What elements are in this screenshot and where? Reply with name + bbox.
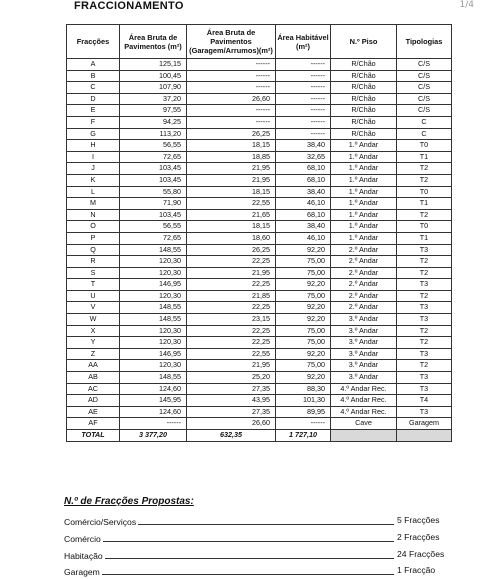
table-row [67,372,452,384]
table-row [67,348,452,360]
cell-tipologia: Garagem [397,418,452,430]
cell-tipologia: T4 [397,395,452,407]
table-row [67,244,452,256]
cell-fraccao: AB [67,372,120,384]
cell-piso: 3.º Andar [331,325,397,337]
cell-tipologia: T3 [397,372,452,384]
cell-area-habitavel: ------ [276,128,331,140]
cell-fraccao: G [67,128,120,140]
table-row [67,93,452,105]
cell-tipologia: T3 [397,348,452,360]
summary-row-habitacao [64,547,464,561]
cell-area-garagem: 21,95 [187,267,276,279]
cell-area-bruta: 100,45 [120,70,187,82]
cell-fraccao: T [67,279,120,291]
cell-fraccao: V [67,302,120,314]
cell-area-habitavel: 38,40 [276,186,331,198]
cell-area-garagem: 27,35 [187,383,276,395]
cell-area-habitavel: 92,20 [276,302,331,314]
summary-label: Habitação [64,551,103,561]
cell-fraccao: N [67,209,120,221]
cell-fraccao: C [67,82,120,94]
total-empty-cell [397,430,452,442]
cell-tipologia: T3 [397,302,452,314]
column-header-area-garagem: Área Bruta de Pavimentos (Garagem/Arrumos)(m²) [187,25,276,59]
cell-fraccao: X [67,325,120,337]
cell-area-garagem: ------ [187,105,276,117]
cell-piso: R/Chão [331,105,397,117]
cell-area-garagem: 22,25 [187,325,276,337]
table-row [67,418,452,430]
total-area-bruta: 3 377,20 [120,430,187,442]
leader-line [64,574,394,575]
cell-area-bruta: 103,45 [120,163,187,175]
cell-fraccao: D [67,93,120,105]
cell-piso: 3.º Andar [331,360,397,372]
cell-tipologia: T2 [397,325,452,337]
cell-fraccao: P [67,232,120,244]
column-header-area-bruta: Área Bruta de Pavimentos (m²) [120,25,187,59]
cell-piso: 1.º Andar [331,198,397,210]
cell-tipologia: T0 [397,140,452,152]
table-row [67,186,452,198]
table-header-row [67,25,452,59]
total-area-garagem: 632,35 [187,430,276,442]
summary-title: N.º de Fracções Propostas: [64,496,194,507]
cell-area-bruta: 146,95 [120,279,187,291]
cell-area-bruta: 56,55 [120,140,187,152]
cell-area-habitavel: ------ [276,82,331,94]
cell-area-garagem: 26,60 [187,418,276,430]
cell-area-habitavel: 38,40 [276,221,331,233]
summary-row-garagem [64,563,464,577]
cell-tipologia: T1 [397,151,452,163]
cell-area-bruta: 120,30 [120,290,187,302]
leader-line [64,558,394,559]
cell-fraccao: AC [67,383,120,395]
fraccionamento-table [66,24,452,442]
cell-fraccao: Q [67,244,120,256]
column-header-tipologias: Tipologias [397,25,452,59]
table-row [67,128,452,140]
table-row [67,116,452,128]
cell-piso: R/Chão [331,93,397,105]
table-total-row [67,430,452,442]
cell-piso: 2.º Andar [331,244,397,256]
cell-area-bruta: 125,15 [120,59,187,71]
cell-area-garagem: 22,55 [187,348,276,360]
cell-area-habitavel: 75,00 [276,267,331,279]
cell-fraccao: J [67,163,120,175]
cell-piso: 2.º Andar [331,256,397,268]
cell-area-bruta: 56,55 [120,221,187,233]
cell-area-habitavel: 46,10 [276,198,331,210]
cell-piso: 2.º Andar [331,290,397,302]
cell-fraccao: Z [67,348,120,360]
table-row [67,383,452,395]
cell-area-garagem: ------ [187,59,276,71]
cell-area-bruta: 94,25 [120,116,187,128]
cell-area-bruta: 113,20 [120,128,187,140]
cell-fraccao: F [67,116,120,128]
cell-area-bruta: 120,30 [120,256,187,268]
table-body [67,59,452,430]
cell-area-bruta: 148,55 [120,244,187,256]
cell-fraccao: I [67,151,120,163]
cell-area-habitavel: ------ [276,418,331,430]
cell-piso: R/Chão [331,70,397,82]
cell-piso: 1.º Andar [331,174,397,186]
table-row [67,59,452,71]
column-header-fraccoes: Fracções [67,25,120,59]
corner-handwritten-mark: 1/4 [459,0,474,10]
cell-area-habitavel: ------ [276,105,331,117]
cell-area-bruta: 148,55 [120,302,187,314]
cell-area-bruta: 71,90 [120,198,187,210]
cell-area-garagem: 27,35 [187,406,276,418]
cell-tipologia: T1 [397,232,452,244]
cell-area-bruta: 55,80 [120,186,187,198]
cell-area-habitavel: 92,20 [276,348,331,360]
cell-piso: 1.º Andar [331,151,397,163]
cell-area-bruta: 120,30 [120,360,187,372]
cell-tipologia: C/S [397,82,452,94]
cell-area-bruta: 148,55 [120,314,187,326]
cell-piso: 3.º Andar [331,314,397,326]
cell-piso: 1.º Andar [331,186,397,198]
cell-fraccao: L [67,186,120,198]
leader-line [64,541,394,542]
table-row [67,406,452,418]
cell-tipologia: T1 [397,198,452,210]
cell-area-bruta: 72,65 [120,151,187,163]
cell-area-garagem: 22,55 [187,198,276,210]
cell-area-habitavel: 46,10 [276,232,331,244]
cell-area-bruta: 103,45 [120,174,187,186]
table-row [67,360,452,372]
table-row [67,209,452,221]
cell-area-garagem: 22,25 [187,256,276,268]
cell-piso: R/Chão [331,116,397,128]
cell-tipologia: T3 [397,244,452,256]
summary-label: Comércio/Serviços [64,517,137,527]
cell-area-garagem: 21,65 [187,209,276,221]
table-row [67,82,452,94]
cell-area-garagem: 25,20 [187,372,276,384]
cell-fraccao: M [67,198,120,210]
cell-area-garagem: 18,15 [187,221,276,233]
total-area-habitavel: 1 727,10 [276,430,331,442]
cell-area-habitavel: 101,30 [276,395,331,407]
cell-piso: 3.º Andar [331,337,397,349]
cell-area-habitavel: 38,40 [276,140,331,152]
table-row [67,70,452,82]
cell-fraccao: U [67,290,120,302]
cell-tipologia: T2 [397,209,452,221]
cell-area-habitavel: 92,20 [276,372,331,384]
cell-area-garagem: 18,15 [187,140,276,152]
cell-fraccao: AE [67,406,120,418]
table-row [67,337,452,349]
cell-tipologia: T2 [397,290,452,302]
cell-area-habitavel: 92,20 [276,314,331,326]
column-header-area-habitavel: Área Habitável (m²) [276,25,331,59]
cell-area-garagem: 21,85 [187,290,276,302]
cell-area-habitavel: 68,10 [276,163,331,175]
cell-piso: 1.º Andar [331,209,397,221]
cell-area-garagem: 22,25 [187,279,276,291]
cell-area-habitavel: 92,20 [276,244,331,256]
table-row [67,302,452,314]
cell-area-bruta: 107,90 [120,82,187,94]
cell-area-garagem: 18,15 [187,186,276,198]
cell-tipologia: C [397,116,452,128]
cell-fraccao: AD [67,395,120,407]
cell-area-bruta: 120,30 [120,337,187,349]
cell-piso: R/Chão [331,82,397,94]
cell-piso: 1.º Andar [331,140,397,152]
cell-tipologia: T0 [397,221,452,233]
summary-value: 5 Fracções [397,515,440,525]
summary-value: 2 Fracções [397,532,440,542]
cell-area-habitavel: 68,10 [276,209,331,221]
cell-fraccao: R [67,256,120,268]
cell-piso: Cave [331,418,397,430]
cell-piso: 3.º Andar [331,348,397,360]
cell-area-habitavel: 75,00 [276,290,331,302]
cell-fraccao: S [67,267,120,279]
cell-fraccao: AF [67,418,120,430]
cell-area-bruta: 124,60 [120,383,187,395]
cell-area-garagem: 18,85 [187,151,276,163]
cell-area-garagem: 18,60 [187,232,276,244]
summary-label: Comércio [64,534,101,544]
cell-fraccao: Y [67,337,120,349]
cell-area-garagem: ------ [187,82,276,94]
cell-area-garagem: 23,15 [187,314,276,326]
cell-fraccao: B [67,70,120,82]
cell-area-garagem: 26,25 [187,244,276,256]
cell-tipologia: C [397,128,452,140]
table-row [67,314,452,326]
cell-area-habitavel: ------ [276,116,331,128]
summary-value: 1 Fracção [397,565,436,575]
summary-row-comercio [64,530,464,544]
cell-area-garagem: ------ [187,70,276,82]
cell-area-bruta: 72,65 [120,232,187,244]
cell-tipologia: T2 [397,337,452,349]
cell-fraccao: O [67,221,120,233]
table-row [67,151,452,163]
table-row [67,140,452,152]
cell-area-bruta: 146,95 [120,348,187,360]
cell-area-bruta: 124,60 [120,406,187,418]
cell-piso: R/Chão [331,59,397,71]
cell-area-habitavel: 75,00 [276,256,331,268]
cell-fraccao: K [67,174,120,186]
table-row [67,221,452,233]
table-row [67,279,452,291]
cell-area-habitavel: 32,65 [276,151,331,163]
cell-area-garagem: 26,60 [187,93,276,105]
page-title: FRACCIONAMENTO [74,0,184,12]
cell-area-bruta: 120,30 [120,267,187,279]
cell-piso: 2.º Andar [331,267,397,279]
cell-area-habitavel: ------ [276,59,331,71]
cell-piso: 4.º Andar Rec. [331,383,397,395]
cell-tipologia: C/S [397,105,452,117]
table-row [67,174,452,186]
cell-area-habitavel: 89,95 [276,406,331,418]
cell-area-bruta: 97,55 [120,105,187,117]
cell-fraccao: AA [67,360,120,372]
cell-tipologia: T3 [397,314,452,326]
cell-tipologia: T0 [397,186,452,198]
cell-area-bruta: 120,30 [120,325,187,337]
table-row [67,256,452,268]
total-empty-cell [331,430,397,442]
cell-area-garagem: ------ [187,116,276,128]
cell-tipologia: T2 [397,267,452,279]
cell-tipologia: T3 [397,406,452,418]
cell-piso: 1.º Andar [331,221,397,233]
summary-row-comercio-servicos [64,513,464,527]
cell-piso: 2.º Andar [331,302,397,314]
cell-area-habitavel: 75,00 [276,360,331,372]
cell-tipologia: T3 [397,383,452,395]
table-row [67,232,452,244]
cell-area-habitavel: ------ [276,93,331,105]
cell-fraccao: A [67,59,120,71]
cell-area-bruta: 145,95 [120,395,187,407]
table-row [67,325,452,337]
cell-area-habitavel: 75,00 [276,337,331,349]
cell-area-habitavel: ------ [276,70,331,82]
table-row [67,395,452,407]
cell-area-garagem: 22,25 [187,302,276,314]
cell-area-garagem: 21,95 [187,174,276,186]
cell-fraccao: E [67,105,120,117]
cell-piso: 4.º Andar Rec. [331,395,397,407]
column-header-piso: N.º Piso [331,25,397,59]
summary-label: Garagem [64,567,100,577]
cell-tipologia: T3 [397,279,452,291]
cell-tipologia: T2 [397,256,452,268]
cell-piso: 2.º Andar [331,279,397,291]
table-row [67,163,452,175]
cell-tipologia: T2 [397,174,452,186]
cell-tipologia: T2 [397,163,452,175]
cell-piso: R/Chão [331,128,397,140]
cell-area-habitavel: 92,20 [276,279,331,291]
cell-tipologia: C/S [397,93,452,105]
cell-piso: 4.º Andar Rec. [331,406,397,418]
cell-area-garagem: 21,95 [187,163,276,175]
cell-area-habitavel: 75,00 [276,325,331,337]
cell-piso: 1.º Andar [331,163,397,175]
cell-area-garagem: 22,25 [187,337,276,349]
cell-area-habitavel: 88,30 [276,383,331,395]
cell-area-bruta: ------ [120,418,187,430]
cell-area-garagem: 43,95 [187,395,276,407]
cell-area-bruta: 148,55 [120,372,187,384]
cell-piso: 1.º Andar [331,232,397,244]
cell-fraccao: W [67,314,120,326]
table-row [67,105,452,117]
cell-tipologia: C/S [397,59,452,71]
cell-tipologia: C/S [397,70,452,82]
total-label: TOTAL [67,430,120,442]
summary-value: 24 Fracções [397,549,445,559]
table-row [67,290,452,302]
cell-area-bruta: 37,20 [120,93,187,105]
table-row [67,198,452,210]
cell-piso: 3.º Andar [331,372,397,384]
cell-area-garagem: 21,95 [187,360,276,372]
cell-area-garagem: 26,25 [187,128,276,140]
table-row [67,267,452,279]
cell-area-habitavel: 68,10 [276,174,331,186]
cell-fraccao: H [67,140,120,152]
cell-tipologia: T2 [397,360,452,372]
cell-area-bruta: 103,45 [120,209,187,221]
